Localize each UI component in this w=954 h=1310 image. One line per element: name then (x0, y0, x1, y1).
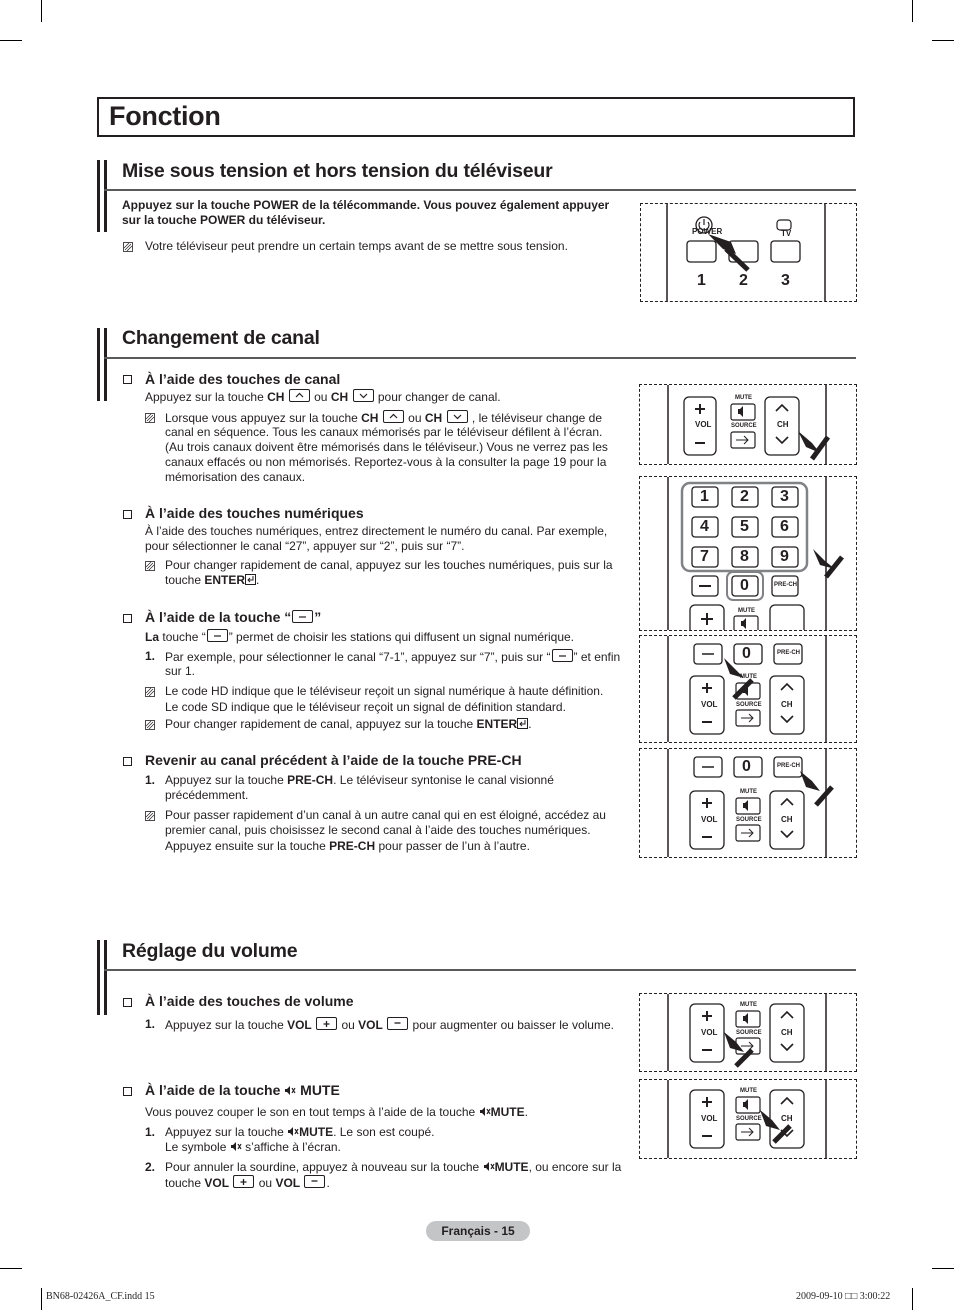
source-label: SOURCE (736, 1030, 762, 1036)
step-number: 2. (145, 1160, 156, 1174)
mute-step1-line2: Le symbole s’affiche à l’écran. (165, 1140, 341, 1154)
numeric-note-line1: Pour changer rapidement de canal, appuyez sur les touches numériques, puis sur la (165, 558, 613, 572)
enter-icon (245, 574, 256, 585)
ch-label: CH (781, 815, 793, 824)
vol-label: VOL (701, 815, 718, 824)
ch-label: CH (781, 1114, 793, 1123)
heading-prech: Revenir au canal précédent à l’aide de la touche PRE-CH (145, 752, 522, 768)
source-label: SOURCE (736, 702, 762, 708)
mute-icon (483, 1161, 495, 1172)
section-bar (104, 940, 107, 1015)
power-note: Votre téléviseur peut prendre un certain temps avant de se mettre sous tension. (145, 239, 568, 253)
vol-down-key-icon (387, 1017, 408, 1030)
prech-step1-line2: précédemment. (165, 788, 249, 802)
prech-note-line2: premier canal, puis choisissez le second canal à l’aide des touches numériques. (165, 823, 591, 837)
section-bar (104, 160, 107, 232)
mute-label: MUTE (740, 674, 757, 680)
digit-label: 4 (700, 518, 709, 535)
remote-power-illustration (640, 203, 857, 302)
page-title-box (97, 97, 855, 137)
section-bar (97, 328, 100, 401)
crop-mark (912, 1288, 913, 1310)
digit-label: 3 (781, 272, 790, 289)
dash-key-icon (292, 610, 313, 623)
mute-label: MUTE (740, 1002, 757, 1008)
heading-numeric-keys: À l’aide des touches numériques (145, 505, 364, 521)
section-title-channel: Changement de canal (122, 327, 320, 349)
power-intro-line1: Appuyez sur la touche POWER de la télécommande. Vous pouvez également appuyer (122, 198, 610, 212)
page-title: Fonction (109, 101, 221, 131)
bullet-square (123, 757, 132, 766)
digit-label: 9 (780, 548, 789, 565)
bullet-square (123, 510, 132, 519)
vol-label: VOL (695, 420, 712, 429)
ch-label: CH (781, 1028, 793, 1037)
step-number: 1. (145, 1125, 156, 1139)
note-icon (145, 561, 156, 572)
digit-label: 6 (780, 518, 789, 535)
dash-key-text: La touche “ ” permet de choisir les stations qui diffusent un signal numérique. (145, 630, 575, 644)
dash-key-icon (207, 629, 228, 642)
digit-label: 2 (740, 488, 749, 505)
digit-label: 2 (739, 272, 748, 289)
channel-note1-line4: canaux effacés ou non mémorisés. Reportez-vous à la consulter la page 19 pour la (165, 455, 607, 469)
section-bar (97, 160, 100, 232)
digit-label: 1 (697, 272, 706, 289)
prech-note-line1: Pour passer rapidement d’un canal à un autre canal qui en est éloigné, accédez au (165, 808, 606, 822)
ch-down-key-icon (353, 389, 374, 402)
mute-label: MUTE (740, 789, 757, 795)
footer-date: 2009-09-10 □□ 3:00:22 (796, 1291, 891, 1302)
remote-prech-illustration (639, 748, 857, 858)
mute-step2-line2: touche VOL ou VOL . (165, 1176, 330, 1190)
heading-channel-keys: À l’aide des touches de canal (145, 371, 341, 387)
mute-step2-line1: Pour annuler la sourdine, appuyez à nouveau sur la touche MUTE, ou encore sur la (165, 1160, 622, 1174)
bullet-square (123, 1087, 132, 1096)
remote-mute-illustration (639, 1079, 857, 1159)
power-intro-line2: sur la touche POWER du téléviseur. (122, 213, 326, 227)
channel-keys-text: Appuyez sur la touche CH ou CH pour changer de canal. (145, 390, 501, 404)
vol-up-key-icon (233, 1175, 254, 1188)
power-label: POWER (692, 227, 723, 236)
prech-label: PRE-CH (777, 763, 801, 769)
hd-note-line2: Le code SD indique que le téléviseur reçoit un signal de définition standard. (165, 700, 566, 714)
channel-note1-line5: mémorisation des canaux. (165, 470, 306, 484)
mute-icon (284, 1085, 296, 1096)
section-title-volume: Réglage du volume (122, 940, 298, 962)
channel-note1-line2: canal en séquence. Tous les canaux mémorisés par le téléviseur défilent à l’écran. (165, 425, 603, 439)
channel-note1-line1: Lorsque vous appuyez sur la touche CH ou CH , le téléviseur change de (165, 411, 602, 425)
crop-mark (41, 0, 42, 22)
note-icon (145, 413, 156, 424)
mute-step1-line1: Appuyez sur la touche MUTE. Le son est coupé. (165, 1125, 435, 1139)
numeric-keys-line1: À l’aide des touches numériques, entrez directement le numéro du canal. Par exemple, (145, 524, 608, 538)
bullet-square (123, 614, 132, 623)
bullet-square (123, 998, 132, 1007)
dash-step1-line1: Par exemple, pour sélectionner le canal “7-1”, appuyez sur “7”, puis sur “ ” et enfin (165, 650, 621, 664)
mute-label: MUTE (738, 608, 755, 614)
crop-mark (912, 0, 913, 22)
hd-note-line1: Le code HD indique que le téléviseur reçoit un signal numérique à haute définition. (165, 684, 604, 698)
enter-icon (517, 718, 528, 729)
vol-up-key-icon (316, 1017, 337, 1030)
ch-label: CH (777, 420, 789, 429)
vol-down-key-icon (304, 1175, 325, 1188)
heading-volume-keys: À l’aide des touches de volume (145, 993, 354, 1009)
numeric-keys-line2: pour sélectionner le canal “27”, appuyer sur “2”, puis sur “7”. (145, 539, 465, 553)
step-number: 1. (145, 649, 156, 663)
digit-label: 1 (700, 488, 709, 505)
digit-label: 0 (742, 758, 751, 775)
source-label: SOURCE (736, 817, 762, 823)
mute-icon (230, 1141, 242, 1152)
step-number: 1. (145, 1017, 156, 1031)
mute-label: MUTE (740, 1088, 757, 1094)
source-label: SOURCE (731, 423, 757, 429)
prech-note-line3: Appuyez ensuite sur la touche PRE-CH pour passer de l’un à l’autre. (165, 839, 530, 853)
ch-up-key-icon (289, 389, 310, 402)
section-underline (104, 357, 856, 359)
crop-mark (0, 1268, 22, 1269)
digit-label: 7 (700, 548, 709, 565)
note-icon (145, 687, 156, 698)
enter-note: Pour changer rapidement de canal, appuyez sur la touche ENTER . (165, 717, 532, 731)
footer-file: BN68-02426A_CF.indd 15 (46, 1291, 155, 1302)
remote-dash-illustration (639, 635, 857, 743)
section-underline (104, 189, 856, 191)
mute-intro: Vous pouvez couper le son en tout temps à l’aide de la touche MUTE. (145, 1105, 528, 1119)
prech-step1-line1: Appuyez sur la touche PRE-CH. Le téléviseur syntonise le canal visionné (165, 773, 554, 787)
vol-label: VOL (701, 1114, 718, 1123)
note-icon (145, 720, 156, 731)
crop-mark (932, 1268, 954, 1269)
note-icon (145, 811, 156, 822)
ch-label: CH (781, 700, 793, 709)
crop-mark (932, 40, 954, 41)
numeric-note-line2: touche ENTER . (165, 573, 260, 587)
remote-channel-illustration (639, 384, 857, 465)
mute-label: MUTE (735, 395, 752, 401)
dash-step1-line2: sur 1. (165, 664, 196, 678)
step-number: 1. (145, 773, 156, 787)
section-bar (97, 940, 100, 1015)
heading-mute-key: À l’aide de la touche MUTE (145, 1082, 340, 1098)
remote-numeric-illustration (639, 476, 857, 631)
vol-label: VOL (701, 700, 718, 709)
ch-up-key-icon (383, 410, 404, 423)
heading-dash-key: À l’aide de la touche “ ” (145, 609, 322, 625)
vol-label: VOL (701, 1028, 718, 1037)
mute-icon (287, 1126, 299, 1137)
crop-mark (0, 40, 22, 41)
channel-note1-line3: (Au trois canaux doivent être mémorisés dans le téléviseur.) Vous ne verrez pas les (165, 440, 608, 454)
crop-mark (41, 1288, 42, 1310)
mute-icon (479, 1106, 491, 1117)
prech-label: PRE-CH (777, 650, 801, 656)
section-title-power: Mise sous tension et hors tension du téléviseur (122, 160, 553, 182)
prech-label: PRE-CH (774, 582, 798, 588)
section-bar (104, 328, 107, 401)
volume-step1: Appuyez sur la touche VOL ou VOL pour augmenter ou baisser le volume. (165, 1018, 614, 1032)
digit-label: 0 (740, 577, 749, 594)
digit-label: 0 (742, 645, 751, 662)
dash-key-icon (552, 649, 573, 662)
tv-label: TV (781, 229, 792, 238)
digit-label: 5 (740, 518, 749, 535)
section-underline (104, 969, 856, 971)
source-label: SOURCE (736, 1116, 762, 1122)
digit-label: 8 (740, 548, 749, 565)
ch-down-key-icon (447, 410, 468, 423)
digit-label: 3 (780, 488, 789, 505)
page-number-badge: Français - 15 (426, 1221, 530, 1241)
remote-volume-illustration (639, 993, 857, 1072)
bullet-square (123, 375, 132, 384)
note-icon (123, 242, 134, 253)
